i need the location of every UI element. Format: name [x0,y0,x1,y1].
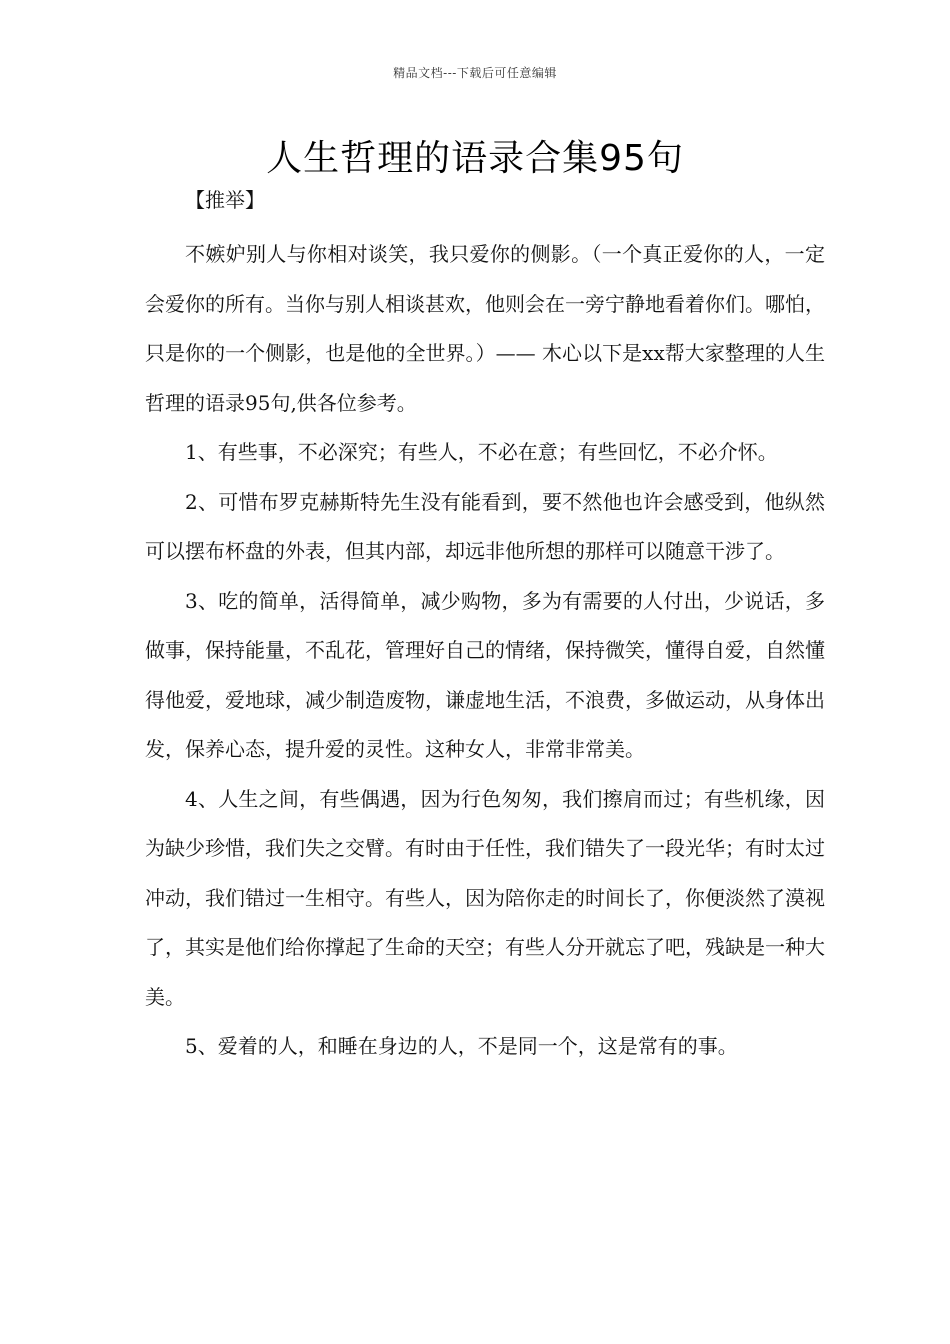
quote-paragraph-3: 3、吃的简单，活得简单，减少购物，多为有需要的人付出，少说话，多做事，保持能量，不乱花，管理好自己的情绪，保持微笑，懂得自爱，自然懂得他爱，爱地球，减少制造废物，谦虚地生活，不浪费，多做运动，从身体出发，保养心态，提升爱的灵性。这种女人，非常非常美。 [145,588,825,761]
intro-paragraph: 不嫉妒别人与你相对谈笑，我只爱你的侧影。（一个真正爱你的人，一定会爱你的所有。当你与别人相谈甚欢，他则会在一旁宁静地看着你们。哪怕，只是你的一个侧影，也是他的全世界。）—— 木心以下是xx帮大家整理的人生哲理的语录95句,供各位参考。 [145,242,825,415]
quote-paragraph-2: 2、可惜布罗克赫斯特先生没有能看到，要不然他也许会感受到，他纵然可以摆布杯盘的外表，但其内部，却远非他所想的那样可以随意干涉了。 [145,489,825,563]
recommend-tag: 【推举】 [185,188,265,212]
quote-paragraph-5: 5、爱着的人，和睡在身边的人，不是同一个，这是常有的事。 [185,1034,738,1058]
document-body [145,184,825,1072]
quote-paragraph-1: 1、有些事，不必深究；有些人，不必在意；有些回忆，不必介怀。 [185,440,778,464]
document-title: 人生哲理的语录合集95句 [266,138,684,179]
header-note: 精品文档---下载后可任意编辑 [393,66,557,80]
quote-paragraph-4: 4、人生之间，有些偶遇，因为行色匆匆，我们擦肩而过；有些机缘，因为缺少珍惜，我们失之交臂。有时由于任性，我们错失了一段光华；有时太过冲动，我们错过一生相守。有些人，因为陪你走的时间长了，你便淡然了漠视了，其实是他们给你撑起了生命的天空；有些人分开就忘了吧，残缺是一种大美。 [145,786,825,1009]
